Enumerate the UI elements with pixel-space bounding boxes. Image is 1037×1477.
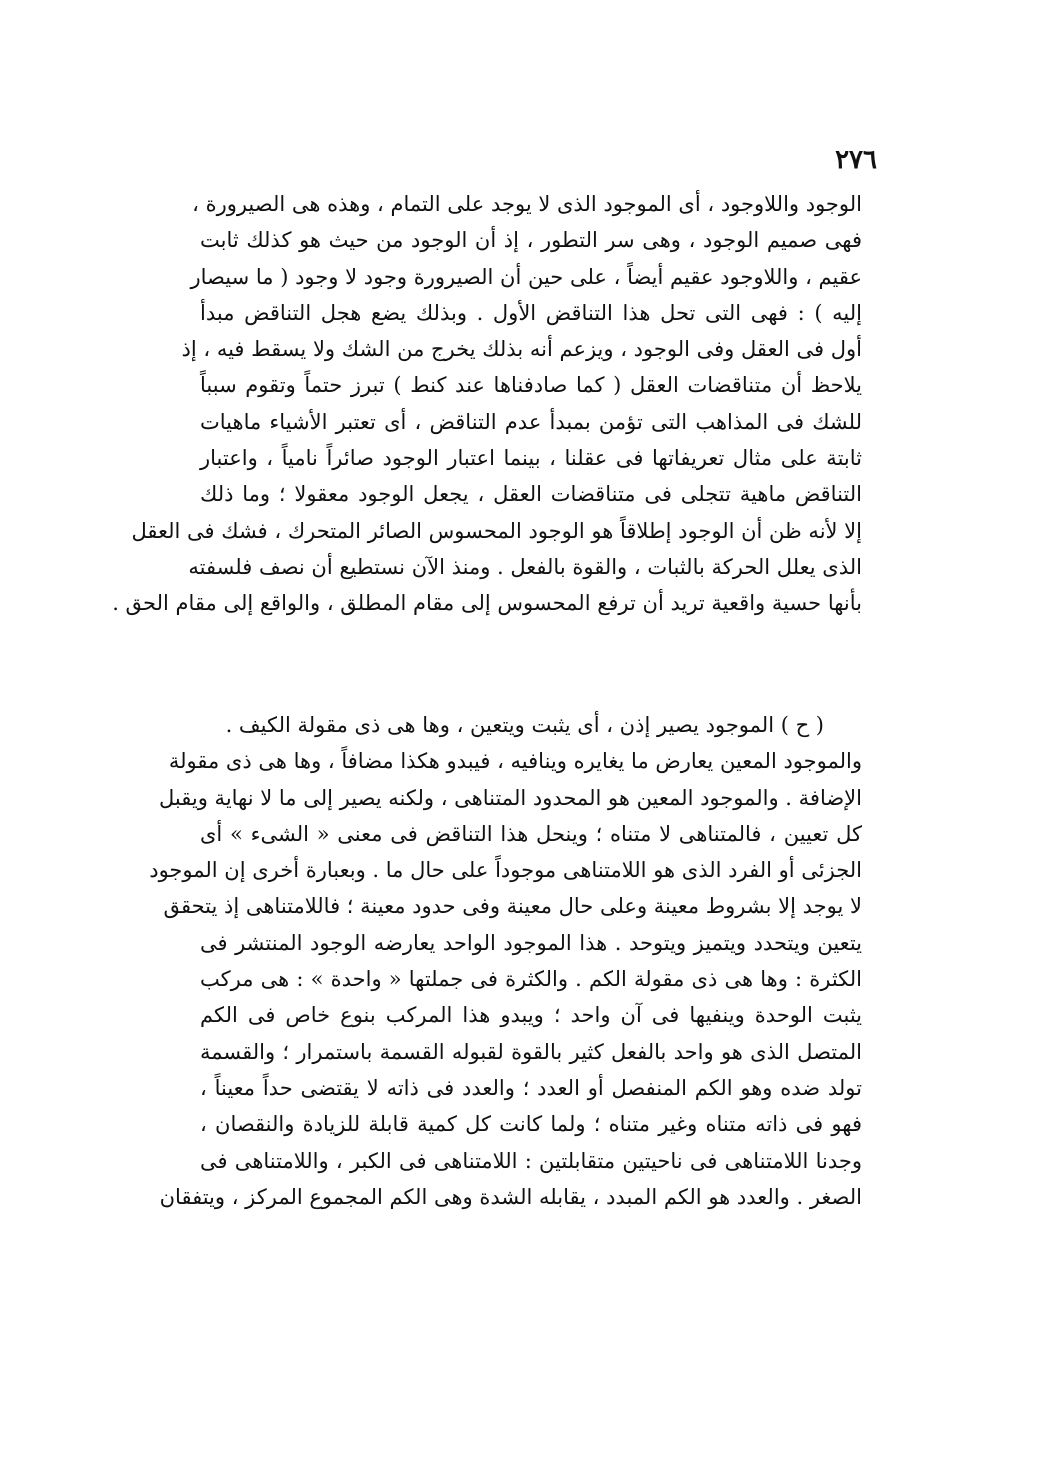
text-line: بأنها حسية واقعية تريد أن ترفع المحسوس إلى مقام المطلق ، والواقع إلى مقام الحق .	[112, 591, 862, 616]
text-line: إليه ) : فهى التى تحل هذا التناقض الأول . وبذلك يضع هجل التناقض مبدأ	[200, 300, 862, 325]
text-line: الإضافة . والموجود المعين هو المحدود المتناهى ، ولكنه يصير إلى ما لا نهاية ويقبل	[159, 785, 862, 810]
text-line: فهو فى ذاته متناه وغير متناه ؛ ولما كانت كل كمية قابلة للزيادة والنقصان ،	[200, 1112, 862, 1137]
text-line: وجدنا اللامتناهى فى ناحيتين متقابلتين : اللامتناهى فى الكبر ، واللامتناهى فى	[200, 1148, 862, 1173]
text-line: للشك فى المذاهب التى تؤمن بمبدأ عدم التناقض ، أى تعتبر الأشياء ماهيات	[200, 409, 862, 434]
text-line: يلاحظ أن متناقضات العقل ( كما صادفناها عند كنط ) تبرز حتماً وتقوم سبباً	[200, 373, 862, 398]
text-line: لا يوجد إلا بشروط معينة وعلى حال معينة وفى حدود معينة ؛ فاللامتناهى إذ يتحقق	[163, 894, 862, 919]
text-line: ثابتة على مثال تعريفاتها فى عقلنا ، بينما اعتبار الوجود صائراً نامياً ، واعتبار	[200, 446, 862, 471]
paragraph-2	[149, 707, 862, 1215]
text-line: أول فى العقل وفى الوجود ، ويزعم أنه بذلك يخرج من الشك ولا يسقط فيه ، إذ	[181, 337, 862, 362]
text-line: تولد ضده وهو الكم المنفصل أو العدد ؛ والعدد فى ذاته لا يقتضى حداً معيناً ،	[200, 1075, 862, 1100]
text-line: يثبت الوحدة وينفيها فى آن واحد ؛ ويبدو هذا المركب بنوع خاص فى الكم	[200, 1003, 862, 1028]
text-line: يتعين ويتحدد ويتميز ويتوحد . هذا الموجود الواحد يعارضه الوجود المنتشر فى	[200, 930, 862, 955]
text-line: الصغر . والعدد هو الكم المبدد ، يقابله الشدة وهى الكم المجموع المركز ، ويتفقان	[159, 1184, 862, 1209]
text-line: الكثرة : وها هى ذى مقولة الكم . والكثرة فى جملتها « واحدة » : هى مركب	[200, 967, 862, 992]
paragraph-1	[112, 186, 862, 622]
text-line: التناقض ماهية تتجلى فى متناقضات العقل ، يجعل الوجود معقولا ؛ وما ذلك	[200, 482, 862, 507]
text-line: الجزئى أو الفرد الذى هو اللامتناهى موجوداً على حال ما . وبعبارة أخرى إن الموجود	[149, 858, 862, 883]
text-line: ( ح ) الموجود يصير إذن ، أى يثبت ويتعين ، وها هى ذى مقولة الكيف .	[225, 713, 824, 737]
text-line: كل تعيين ، فالمتناهى لا متناه ؛ وينحل هذا التناقض فى معنى « الشىء » أى	[200, 821, 862, 846]
text-line: والموجود المعين يعارض ما يغايره وينافيه ، فيبدو هكذا مضافاً ، وها هى ذى مقولة	[168, 749, 862, 774]
text-line: المتصل الذى هو واحد بالفعل كثير بالقوة لقبوله القسمة باستمرار ؛ والقسمة	[200, 1039, 862, 1064]
text-line: الوجود واللاوجود ، أى الموجود الذى لا يوجد على التمام ، وهذه هى الصيرورة ،	[192, 192, 862, 216]
text-line: إلا لأنه ظن أن الوجود إطلاقاً هو الوجود المحسوس الصائر المتحرك ، فشك فى العقل	[131, 518, 862, 543]
page-number: ٢٧٦	[835, 145, 877, 175]
text-line: عقيم ، واللاوجود عقيم أيضاً ، على حين أن الصيرورة وجود لا وجود ( ما سيصار	[190, 264, 862, 289]
text-line: فهى صميم الوجود ، وهى سر التطور ، إذ أن الوجود من حيث هو كذلك ثابت	[200, 228, 862, 253]
text-line: الذى يعلل الحركة بالثبات ، والقوة بالفعل . ومنذ الآن نستطيع أن نصف فلسفته	[188, 554, 862, 579]
